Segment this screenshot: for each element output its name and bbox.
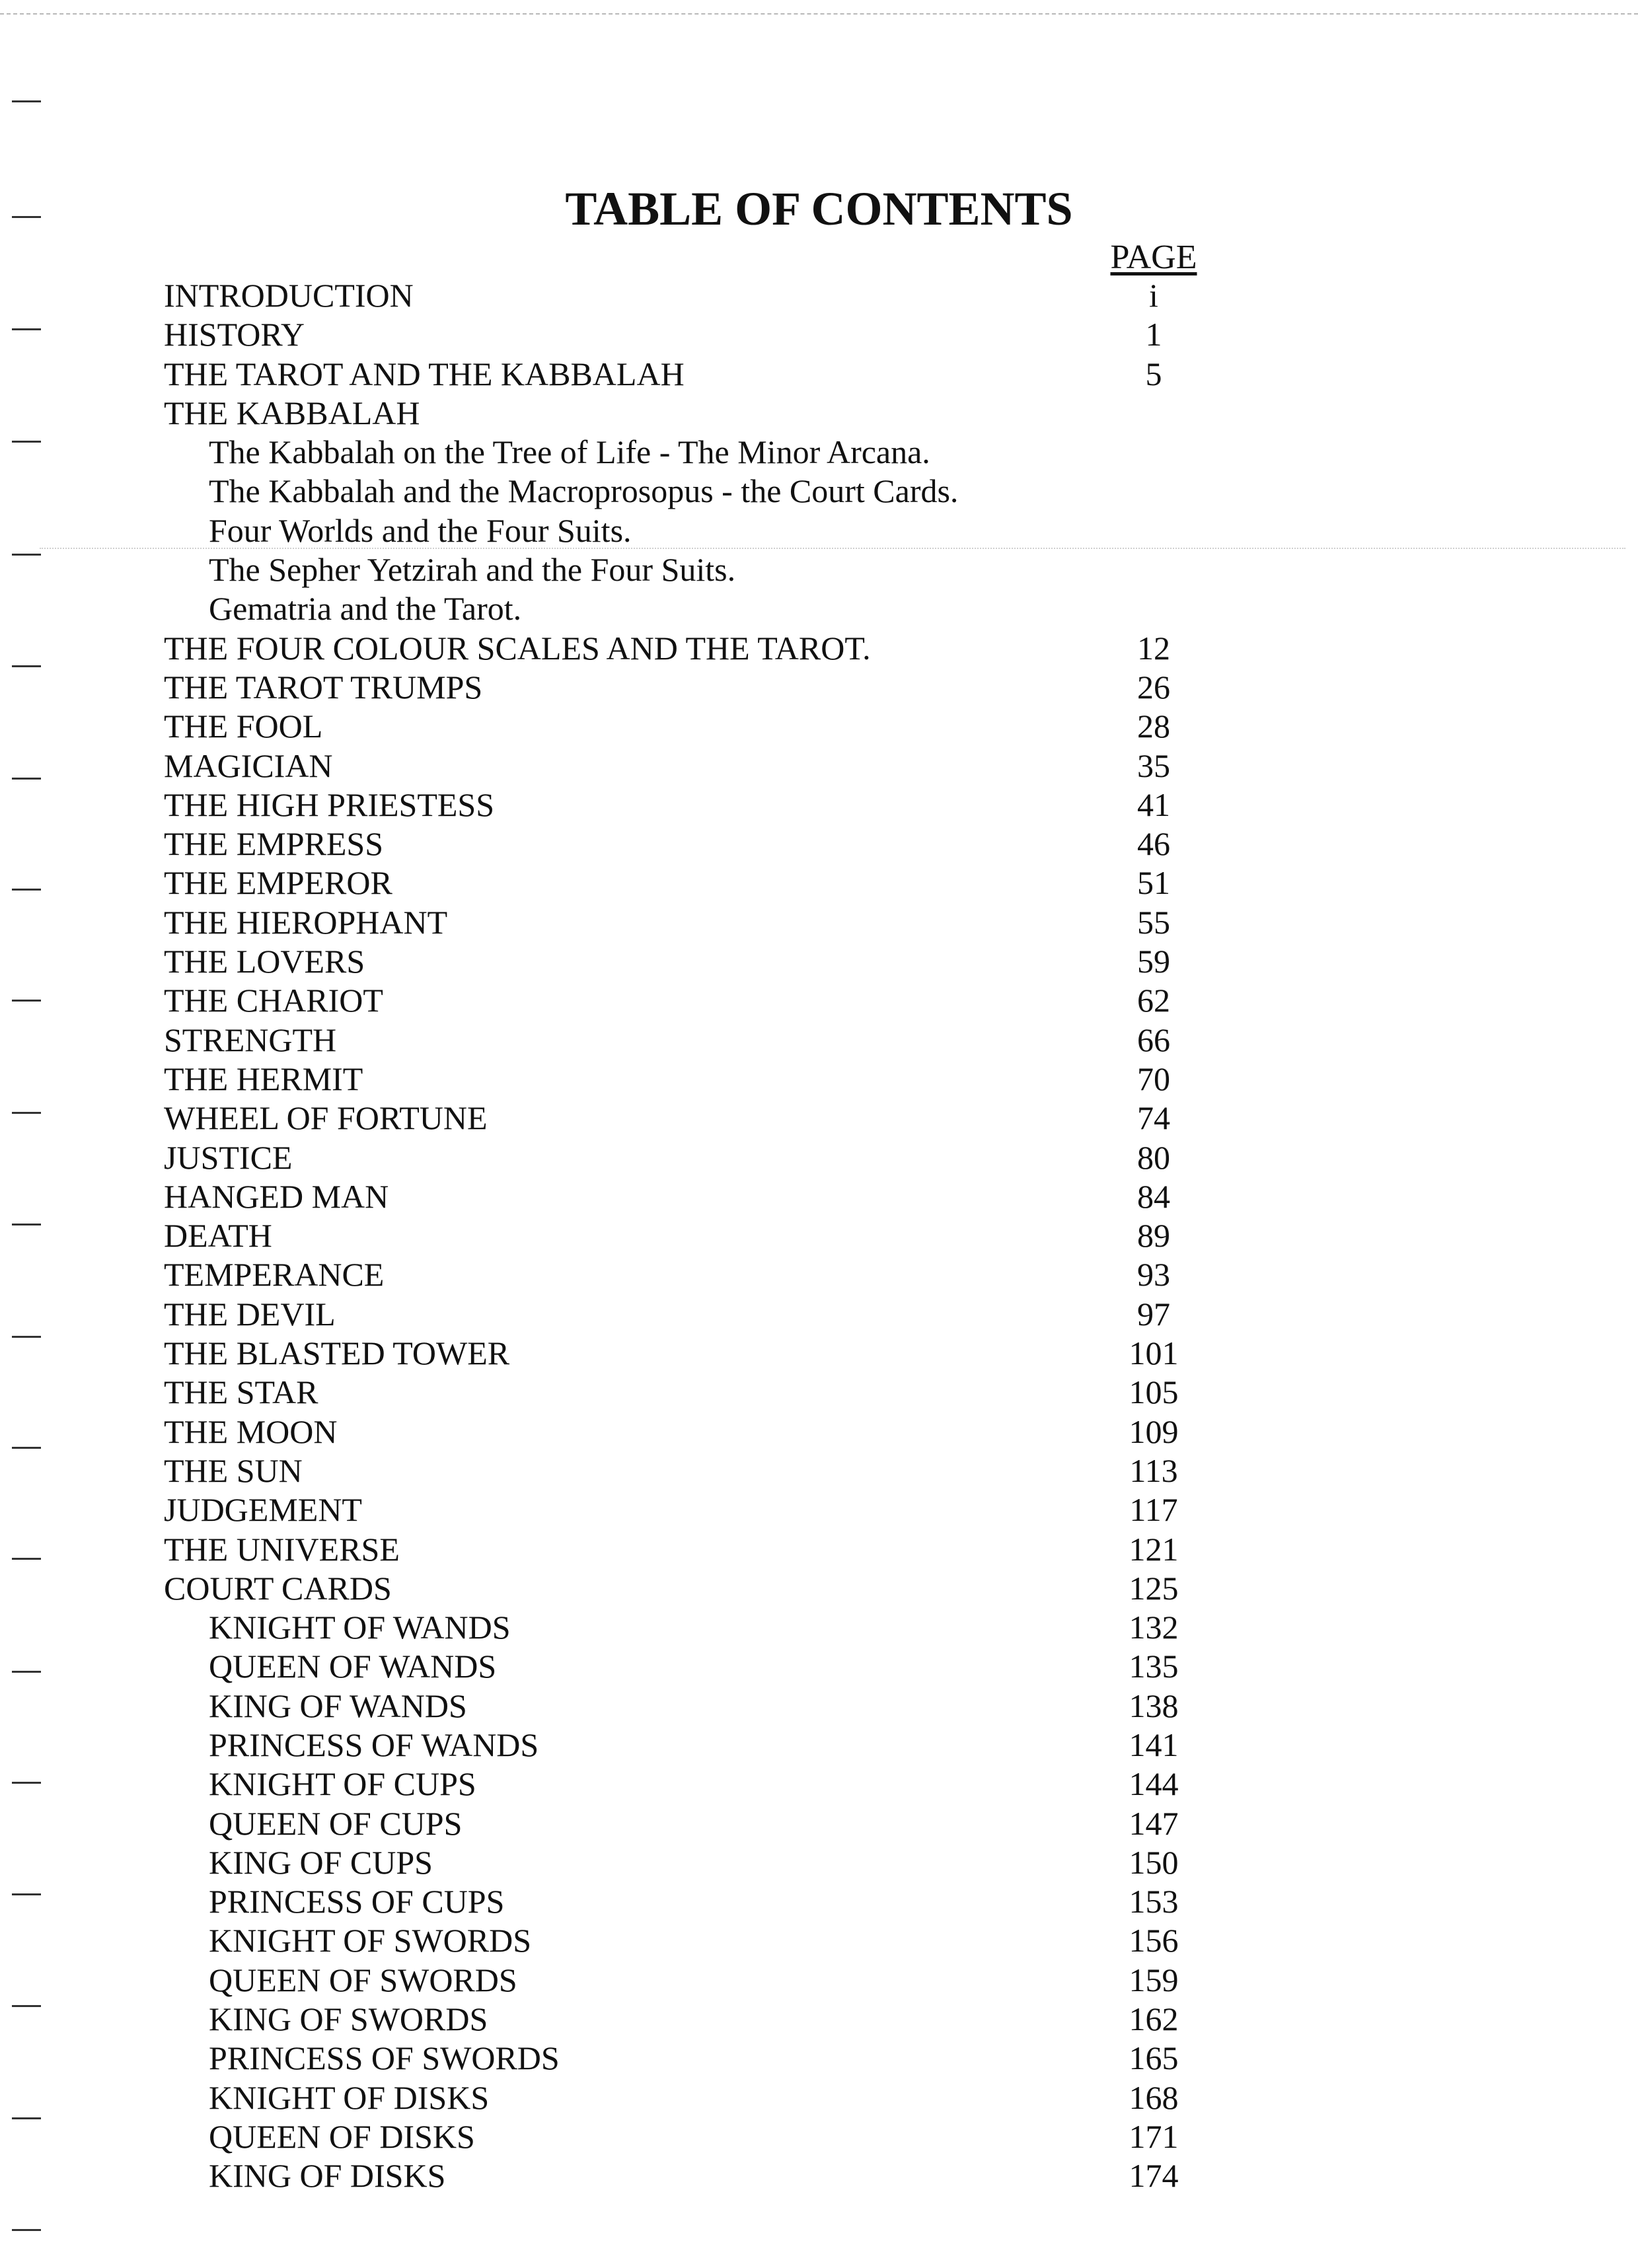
toc-entry xyxy=(164,433,1234,472)
margin-mark xyxy=(12,1224,41,1225)
toc-entry xyxy=(164,668,1234,707)
toc-entry xyxy=(164,1412,1234,1451)
toc-entry-label: PRINCESS OF CUPS xyxy=(209,1883,505,1920)
toc-entry-page: 55 xyxy=(1137,903,1170,941)
toc-entry-label: Gematria and the Tarot. xyxy=(209,590,522,628)
toc-entry-page: 46 xyxy=(1137,825,1170,863)
toc-entry-label: KING OF SWORDS xyxy=(209,2000,488,2038)
toc-entry xyxy=(164,863,1234,902)
toc-entry-label: COURT CARDS xyxy=(164,1569,392,1607)
toc-entry-label: THE HIEROPHANT xyxy=(164,903,448,941)
toc-entry xyxy=(164,629,1234,668)
toc-entry-page: 141 xyxy=(1129,1726,1179,1763)
toc-entry xyxy=(164,1647,1234,1686)
toc-entry-label: THE FOOL xyxy=(164,708,323,745)
toc-entry xyxy=(164,589,1234,628)
toc-entry-label: THE LOVERS xyxy=(164,943,365,980)
toc-entry-page: 70 xyxy=(1137,1060,1170,1097)
toc-entry-label: KING OF WANDS xyxy=(209,1687,467,1724)
toc-entry-label: THE CHARIOT xyxy=(164,982,383,1019)
toc-entry-page: 165 xyxy=(1129,2039,1179,2077)
toc-entry xyxy=(164,1021,1234,1060)
toc-entry-label: PRINCESS OF SWORDS xyxy=(209,2039,560,2077)
toc-entry xyxy=(164,2039,1234,2078)
scan-top-rule xyxy=(0,13,1638,15)
toc-entry-page: 5 xyxy=(1145,355,1162,392)
margin-mark xyxy=(12,1000,41,1002)
margin-mark xyxy=(12,889,41,891)
toc-entry-page: i xyxy=(1149,277,1158,314)
toc-entry-label: THE BLASTED TOWER xyxy=(164,1335,510,1372)
toc-entry-page: 113 xyxy=(1129,1451,1178,1489)
toc-entry xyxy=(164,1687,1234,1726)
toc-entry-label: KNIGHT OF DISKS xyxy=(209,2078,490,2116)
page-title: TABLE OF CONTENTS xyxy=(565,182,1073,235)
toc-entry-label: INTRODUCTION xyxy=(164,277,414,314)
toc-entry xyxy=(164,472,1234,511)
toc-entry xyxy=(164,511,1234,550)
toc-entry-label: KNIGHT OF SWORDS xyxy=(209,1922,532,1959)
toc-entry-page: 74 xyxy=(1137,1099,1170,1137)
toc-entry xyxy=(164,1451,1234,1490)
toc-entry xyxy=(164,1765,1234,1804)
toc-entry-page: 1 xyxy=(1145,316,1162,353)
margin-mark xyxy=(12,1782,41,1784)
toc-entry-label: THE UNIVERSE xyxy=(164,1530,400,1568)
toc-entry-label: The Kabbalah on the Tree of Life - The Minor Arcana. xyxy=(209,433,930,471)
toc-entry xyxy=(164,2000,1234,2039)
toc-entry-page: 89 xyxy=(1137,1217,1170,1255)
toc-entry-label: THE TAROT AND THE KABBALAH xyxy=(164,355,685,392)
toc-entry xyxy=(164,1569,1234,1608)
toc-entry-label: THE HERMIT xyxy=(164,1060,363,1097)
toc-entry-page: 147 xyxy=(1129,1804,1179,1842)
toc-entry-label: THE SUN xyxy=(164,1451,303,1489)
margin-mark xyxy=(12,1447,41,1449)
toc-entry-label: HISTORY xyxy=(164,316,305,353)
toc-entry-label: THE HIGH PRIESTESS xyxy=(164,786,495,823)
toc-entry-label: THE EMPEROR xyxy=(164,864,392,902)
toc-entry-label: THE KABBALAH xyxy=(164,394,420,431)
toc-entry-page: 51 xyxy=(1137,864,1170,902)
toc-entry-label: The Sepher Yetzirah and the Four Suits. xyxy=(209,551,736,589)
margin-mark xyxy=(12,2229,41,2231)
toc-entry-label: THE EMPRESS xyxy=(164,825,384,863)
toc-entry-label: KING OF CUPS xyxy=(209,1843,433,1881)
toc-entry-label: THE TAROT TRUMPS xyxy=(164,668,483,706)
margin-mark xyxy=(12,1558,41,1560)
toc-entry-label: THE STAR xyxy=(164,1373,318,1411)
toc-entry-label: KNIGHT OF WANDS xyxy=(209,1609,511,1646)
toc-entry xyxy=(164,824,1234,863)
toc-entry-page: 97 xyxy=(1137,1295,1170,1333)
toc-entry-page: 62 xyxy=(1137,982,1170,1019)
toc-entry xyxy=(164,1804,1234,1843)
toc-entry-label: WHEEL OF FORTUNE xyxy=(164,1099,488,1137)
toc-entry-page: 168 xyxy=(1129,2078,1179,2116)
toc-entry xyxy=(164,1961,1234,2000)
toc-entry-page: 117 xyxy=(1129,1491,1178,1529)
toc-entry-page: 125 xyxy=(1129,1569,1179,1607)
toc-entry-label: STRENGTH xyxy=(164,1021,337,1058)
toc-entry-page: 35 xyxy=(1137,747,1170,784)
toc-entry-page: 26 xyxy=(1137,668,1170,706)
toc-entry xyxy=(164,942,1234,981)
toc-entry-page: 93 xyxy=(1137,1256,1170,1294)
toc-entry-page: 135 xyxy=(1129,1648,1179,1685)
toc-entry-page: 66 xyxy=(1137,1021,1170,1058)
toc-entry-page: 12 xyxy=(1137,629,1170,667)
toc-entry-page: 159 xyxy=(1129,1961,1179,1998)
toc-entry-page: 153 xyxy=(1129,1883,1179,1920)
toc-entry xyxy=(164,1216,1234,1255)
toc-entry-label: PRINCESS OF WANDS xyxy=(209,1726,539,1763)
toc-entry-page: 121 xyxy=(1129,1530,1179,1568)
toc-entry-page: 84 xyxy=(1137,1177,1170,1215)
toc-entry-label: JUSTICE xyxy=(164,1138,293,1176)
toc-entry xyxy=(164,1177,1234,1216)
toc-entry-page: 105 xyxy=(1129,1373,1179,1411)
toc-entry xyxy=(164,276,1234,315)
toc-entry-label: QUEEN OF DISKS xyxy=(209,2117,475,2155)
toc-entry-page: 80 xyxy=(1137,1138,1170,1176)
toc-entry xyxy=(164,747,1234,786)
toc-entry-label: The Kabbalah and the Macroprosopus - the Court Cards. xyxy=(209,472,959,510)
toc-entry-page: 174 xyxy=(1129,2157,1179,2195)
toc-entry xyxy=(164,1373,1234,1412)
toc-entry-label: TEMPERANCE xyxy=(164,1256,385,1294)
toc-entry-page: 150 xyxy=(1129,1843,1179,1881)
toc-entry xyxy=(164,2156,1234,2195)
table-of-contents xyxy=(164,276,1234,2196)
toc-entry-label: QUEEN OF SWORDS xyxy=(209,1961,517,1998)
toc-entry-label: JUDGEMENT xyxy=(164,1491,362,1529)
toc-entry-label: QUEEN OF CUPS xyxy=(209,1804,463,1842)
binder-margin-marks xyxy=(12,0,45,2268)
margin-mark xyxy=(12,1112,41,1114)
toc-entry-label: THE MOON xyxy=(164,1412,338,1450)
toc-entry xyxy=(164,315,1234,354)
toc-entry xyxy=(164,1255,1234,1294)
toc-entry xyxy=(164,2078,1234,2117)
toc-entry xyxy=(164,1334,1234,1373)
toc-entry-page: 101 xyxy=(1129,1335,1179,1372)
toc-entry xyxy=(164,1138,1234,1177)
toc-entry-label: THE DEVIL xyxy=(164,1295,336,1333)
toc-entry xyxy=(164,394,1234,433)
toc-entry xyxy=(164,1882,1234,1921)
toc-entry-label: KNIGHT OF CUPS xyxy=(209,1765,476,1803)
toc-entry-page: 156 xyxy=(1129,1922,1179,1959)
margin-mark xyxy=(12,2005,41,2007)
toc-entry-label: Four Worlds and the Four Suits. xyxy=(209,511,632,549)
toc-entry-label: QUEEN OF WANDS xyxy=(209,1648,497,1685)
toc-entry-page: 28 xyxy=(1137,708,1170,745)
toc-entry xyxy=(164,550,1234,589)
toc-entry-page: 162 xyxy=(1129,2000,1179,2038)
margin-mark xyxy=(12,328,41,330)
toc-entry xyxy=(164,903,1234,942)
toc-entry-page: 41 xyxy=(1137,786,1170,823)
toc-entry xyxy=(164,786,1234,824)
toc-entry-page: 144 xyxy=(1129,1765,1179,1803)
toc-entry-label: MAGICIAN xyxy=(164,747,333,784)
margin-mark xyxy=(12,778,41,780)
margin-mark xyxy=(12,1336,41,1338)
margin-mark xyxy=(12,554,41,556)
toc-entry xyxy=(164,355,1234,394)
toc-entry-label: DEATH xyxy=(164,1217,272,1255)
toc-entry-page: 171 xyxy=(1129,2117,1179,2155)
toc-entry xyxy=(164,1099,1234,1138)
toc-entry-label: THE FOUR COLOUR SCALES AND THE TAROT. xyxy=(164,629,871,667)
toc-entry xyxy=(164,1060,1234,1099)
toc-entry xyxy=(164,2117,1234,2156)
toc-entry-label: HANGED MAN xyxy=(164,1177,389,1215)
margin-mark xyxy=(12,441,41,443)
toc-entry xyxy=(164,1726,1234,1765)
toc-entry-page: 132 xyxy=(1129,1609,1179,1646)
toc-entry xyxy=(164,1490,1234,1529)
page-column-header: PAGE xyxy=(1110,238,1197,276)
toc-entry-page: 59 xyxy=(1137,943,1170,980)
toc-entry xyxy=(164,707,1234,746)
toc-entry-page: 138 xyxy=(1129,1687,1179,1724)
margin-mark xyxy=(12,665,41,667)
toc-entry-page: 109 xyxy=(1129,1412,1179,1450)
margin-mark xyxy=(12,2117,41,2119)
margin-mark xyxy=(12,1671,41,1673)
toc-entry xyxy=(164,1608,1234,1647)
toc-entry-label: KING OF DISKS xyxy=(209,2157,446,2195)
toc-entry xyxy=(164,1295,1234,1334)
toc-entry xyxy=(164,1530,1234,1569)
margin-mark xyxy=(12,1893,41,1895)
margin-mark xyxy=(12,100,41,102)
toc-entry xyxy=(164,1921,1234,1960)
toc-entry xyxy=(164,1843,1234,1882)
toc-entry xyxy=(164,981,1234,1020)
